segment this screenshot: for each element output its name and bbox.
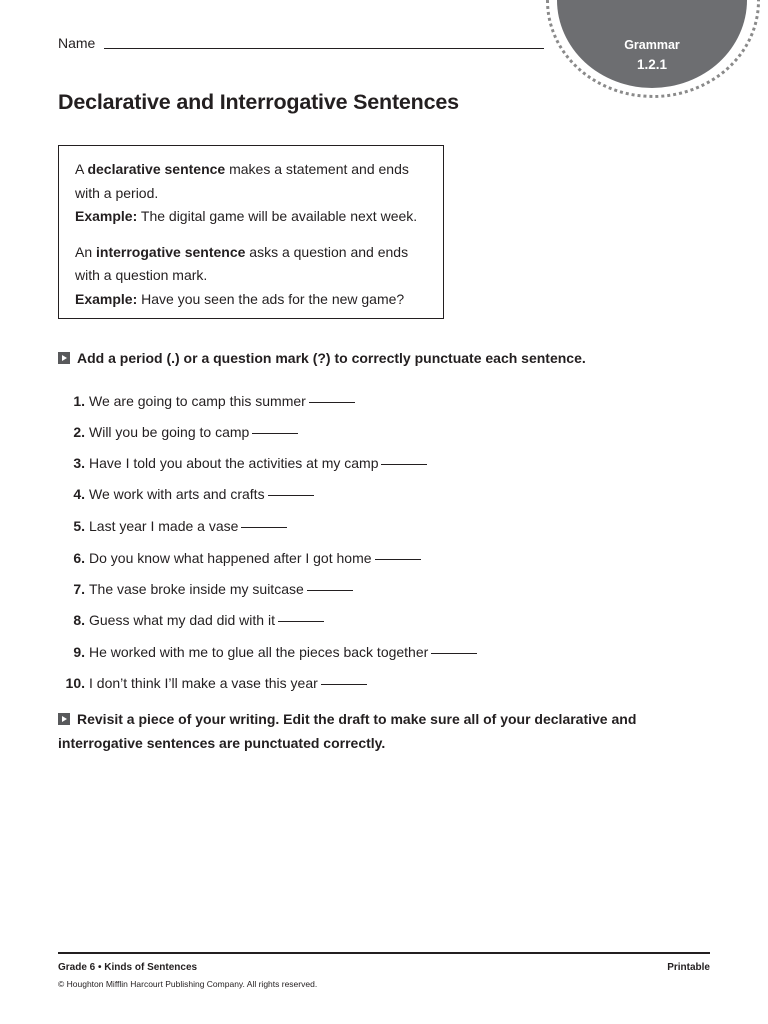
item-number: 3.	[73, 455, 85, 471]
exercise-item	[58, 547, 421, 569]
item-text: He worked with me to glue all the pieces back together	[89, 644, 429, 660]
declarative-definition	[75, 158, 429, 229]
answer-blank[interactable]	[375, 559, 421, 560]
arrow-bullet-icon	[58, 713, 70, 725]
footer-grade-label: Grade 6 • Kinds of Sentences	[58, 962, 198, 973]
answer-blank[interactable]	[321, 684, 367, 685]
answer-blank[interactable]	[252, 433, 298, 434]
declarative-term: declarative sentence	[87, 161, 226, 177]
instruction-part2-text: Revisit a piece of your writing. Edit the draft to make sure all of your declarative and interrogative sentences are punctuated correctly.	[58, 711, 637, 751]
page-title: Declarative and Interrogative Sentences	[58, 90, 459, 114]
declarative-example-label: Example:	[75, 208, 138, 224]
answer-blank[interactable]	[268, 495, 314, 496]
item-number: 4.	[73, 486, 85, 502]
item-text: The vase broke inside my suitcase	[89, 581, 304, 597]
answer-blank[interactable]	[307, 590, 353, 591]
item-number: 1.	[73, 393, 85, 409]
instruction-part1	[58, 346, 618, 370]
item-number: 7.	[73, 581, 85, 597]
item-number: 6.	[73, 550, 85, 566]
item-number: 5.	[73, 518, 85, 534]
answer-blank[interactable]	[309, 402, 355, 403]
declarative-example: The digital game will be available next week.	[140, 208, 418, 224]
item-text: I don’t think I’ll make a vase this year	[89, 675, 318, 691]
interrogative-article: An	[75, 243, 93, 260]
interrogative-definition	[75, 241, 429, 312]
item-text: Have I told you about the activities at my camp	[89, 455, 379, 471]
grammar-badge	[546, 0, 758, 96]
item-text: Last year I made a vase	[89, 518, 239, 534]
answer-blank[interactable]	[431, 653, 477, 654]
answer-blank[interactable]	[381, 464, 427, 465]
item-text: Do you know what happened after I got home	[89, 550, 372, 566]
exercise-item	[58, 390, 355, 412]
exercise-item	[58, 578, 353, 600]
footer-printable-label: Printable	[667, 962, 710, 973]
instruction-part1-text: Add a period (.) or a question mark (?) to correctly punctuate each sentence.	[77, 350, 586, 366]
exercise-item	[58, 609, 324, 631]
item-number: 9.	[73, 644, 85, 660]
definition-box	[58, 145, 444, 319]
instruction-part2	[58, 707, 658, 755]
item-number: 2.	[73, 424, 85, 440]
answer-blank[interactable]	[278, 621, 324, 622]
exercise-item	[58, 641, 477, 663]
exercise-item	[58, 421, 298, 443]
exercise-item	[58, 515, 287, 537]
name-input-line[interactable]	[104, 48, 544, 49]
arrow-bullet-icon	[58, 352, 70, 364]
interrogative-example-label: Example:	[75, 290, 138, 307]
badge-label: Grammar	[624, 38, 680, 52]
item-text: Will you be going to camp	[89, 424, 250, 440]
exercise-item	[58, 483, 314, 505]
item-number: 8.	[73, 612, 85, 628]
exercise-item	[58, 672, 367, 694]
name-label: Name	[58, 35, 96, 51]
item-text: Guess what my dad did with it	[89, 612, 275, 628]
declarative-text: makes a statement and ends with a period.	[75, 161, 409, 201]
interrogative-example: Have you seen the ads for the new game?	[141, 290, 405, 307]
interrogative-text: asks a question and ends with a question mark.	[75, 243, 409, 283]
footer-divider	[58, 952, 710, 954]
item-number: 10.	[65, 675, 85, 691]
exercise-item	[58, 452, 427, 474]
answer-blank[interactable]	[241, 527, 287, 528]
item-text: We work with arts and crafts	[89, 486, 265, 502]
footer-copyright: © Houghton Mifflin Harcourt Publishing Company. All rights reserved.	[58, 979, 318, 989]
interrogative-term: interrogative sentence	[96, 243, 246, 260]
item-text: We are going to camp this summer	[89, 393, 306, 409]
declarative-article: A	[75, 161, 84, 177]
badge-number: 1.2.1	[636, 57, 668, 72]
